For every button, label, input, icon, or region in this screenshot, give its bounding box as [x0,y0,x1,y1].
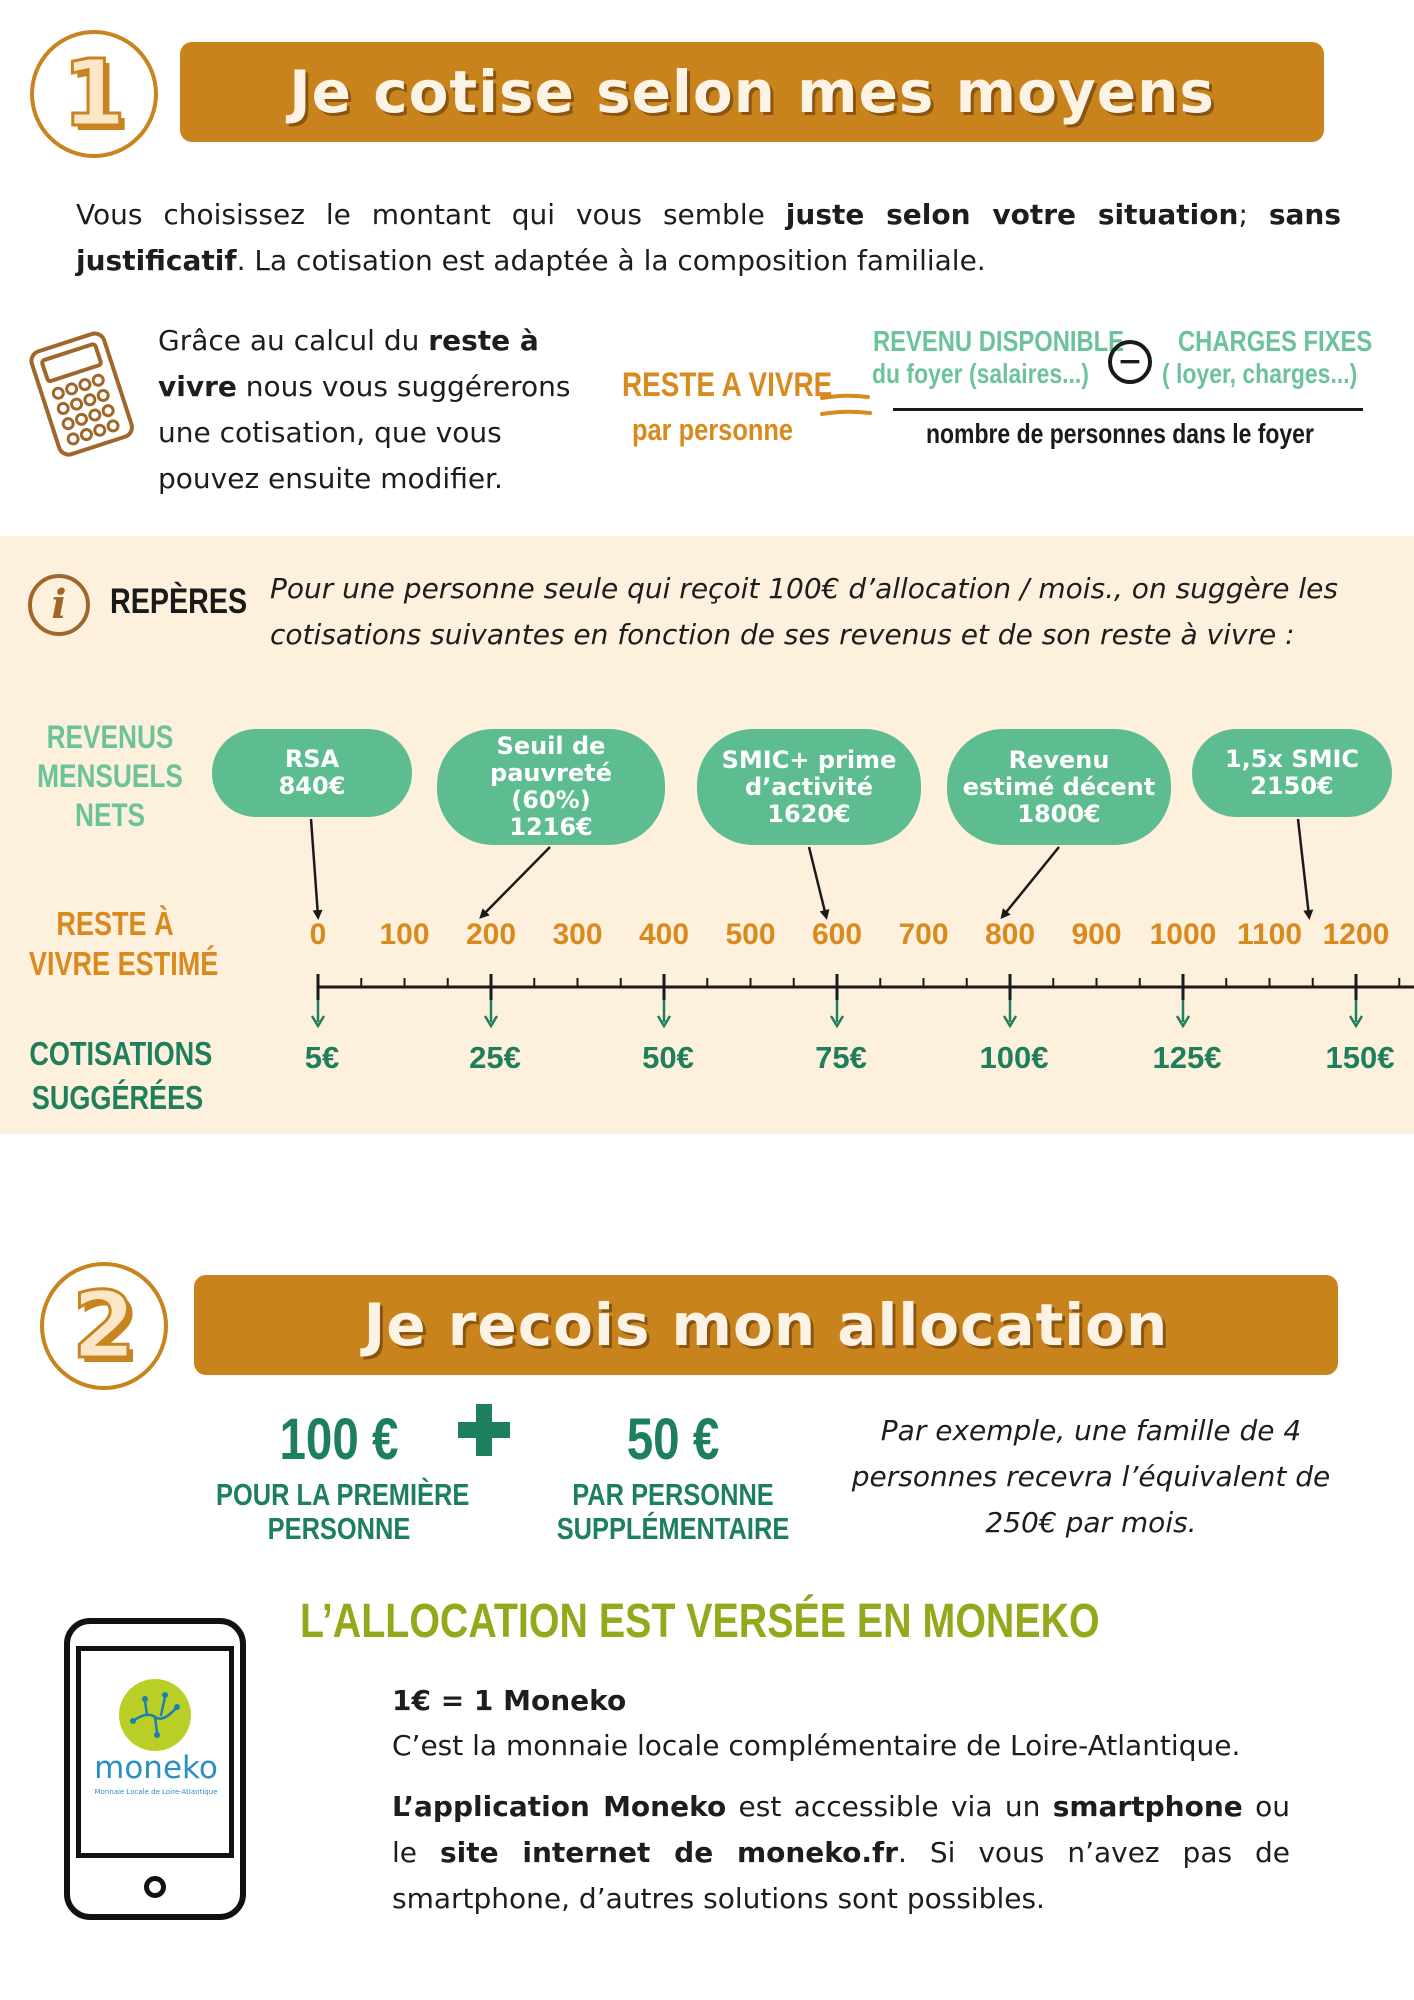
moneko-definition: C’est la monnaie locale complémentaire de Loire-Atlantique. [392,1729,1241,1762]
extra-person-caption [523,1478,823,1546]
section-title-banner-2 [194,1275,1338,1375]
row-label-revenus-line: NETS [75,797,145,833]
moneko-logo-subtitle: Monnaie Locale de Loire-Atlantique [94,1788,218,1796]
cotisation-arrow [485,1000,497,1026]
cotisation-arrow [1350,1000,1362,1026]
section-title-1: Je cotise selon mes moyens [289,58,1215,126]
cotisation-label: 125€ [1152,1040,1222,1075]
app-text: est accessible via un [726,1790,1053,1823]
reperes-text: Pour une personne seule qui reçoit 100€ d’allocation / mois., on suggère les cotisations suivantes en fonction de ses revenus et de son reste à vivre : [270,572,1338,651]
bubble-label: SMIC+ prime d’activité [721,745,897,801]
moneko-rate: 1€ = 1 Moneko [392,1684,627,1717]
formula-charges-title: CHARGES FIXES [1178,326,1373,358]
cotisation-arrow [831,1000,843,1026]
intro-text: Vous choisissez le montant qui vous semble [76,198,786,231]
reste-tick-label: 700 [898,918,949,951]
bubble-label: Seuil de pauvreté (60%) [490,732,612,814]
first-person-caption-line: PERSONNE [267,1511,411,1546]
cotisation-label: 75€ [815,1040,867,1075]
home-button-icon [144,1876,166,1898]
reste-tick-label: 400 [638,918,690,951]
formula-lhs-title: RESTE A VIVRE [622,366,833,404]
cotisation-arrow [1177,1000,1189,1026]
row-label-reste-line: VIVRE ESTIMÉ [28,945,219,982]
reste-tick-label: 200 [465,918,517,951]
extra-person-amount: 50 € [626,1407,720,1472]
reste-tick-label: 1200 [1322,918,1390,951]
cotisation-arrow [658,1000,670,1026]
bubble-amount: 840€ [278,772,346,800]
intro-text: . La cotisation est adaptée à la composition familiale. [236,244,986,277]
cotisation-label: 100€ [979,1040,1049,1075]
bubble-label: 1,5x SMIC [1224,745,1360,773]
row-label-reste-line: RESTE À [56,905,174,942]
bubble-label: RSA [284,745,340,773]
cotisation-label: 50€ [642,1040,694,1075]
cotisation-arrow [312,1000,324,1026]
bubble-amount: 1620€ [767,799,851,828]
formula-revenu-title: REVENU DISPONIBLE [873,326,1125,358]
info-letter: i [51,581,67,628]
row-label-cotisations-line: SUGGÉRÉES [31,1079,204,1116]
intro-bold-justificatif: sans justificatif [76,198,1341,277]
section-number-1: 1 [30,30,158,158]
moneko-logo-icon [117,1677,193,1753]
reste-tick-label: 900 [1071,918,1122,951]
app-text: . Si vous n’avez pas de smartphone, d’autres solutions sont possibles. [392,1836,1291,1915]
family-example: Par exemple, une famille de 4 personnes recevra l’équivalent de 250€ par mois. [851,1414,1331,1539]
reperes-label: REPÈRES [110,582,248,621]
first-person-caption-line: POUR LA PREMIÈRE [216,1477,470,1512]
cotisation-label: 25€ [469,1040,521,1075]
intro-bold-juste: juste selon votre situation [785,198,1239,231]
bubble-amount: 1800€ [1017,799,1101,828]
reste-tick-label: 300 [552,918,603,951]
bubble-amount: 2150€ [1250,772,1334,800]
extra-person-caption-line: PAR PERSONNE [572,1477,774,1512]
section-title-2: Je recois mon allocation [363,1291,1169,1359]
calc-text: nous vous suggérerons une cotisation, que vous pouvez ensuite modifier. [158,370,571,495]
formula-denominator: nombre de personnes dans le foyer [926,418,1314,449]
row-label-cotisations-line: COTISATIONS [29,1035,213,1072]
calc-text: Grâce au calcul du [158,324,429,357]
first-person-caption [189,1478,489,1546]
arrow-smic-prime [809,847,826,916]
moneko-app-paragraph [392,1784,1290,1922]
plus-icon [458,1404,510,1456]
cotisation-label: 5€ [304,1040,340,1075]
arrow-rsa [311,819,318,916]
cotisation-label: 150€ [1325,1040,1395,1075]
moneko-heading: L’ALLOCATION EST VERSÉE EN MONEKO [300,1595,1100,1648]
calc-bold-reste: reste à vivre [158,324,539,403]
reste-tick-label: 1000 [1149,918,1217,951]
app-bold-name: L’application Moneko [392,1790,727,1823]
row-label-revenus-line: MENSUELS [37,758,183,794]
section-number-2: 2 [40,1262,168,1390]
formula-lhs-subtitle: par personne [632,412,794,447]
bubble-label: Revenu estimé décent [962,745,1156,801]
intro-text: ; [1238,198,1269,231]
arrow-revenu-decent [1003,847,1059,916]
reste-axis [0,960,1414,1030]
bubble-amount: 1216€ [509,813,593,841]
app-text: ou le [392,1790,1290,1869]
app-bold-site: site internet de moneko.fr [439,1836,899,1869]
first-person-amount: 100 € [279,1407,399,1472]
reste-tick-label: 0 [309,918,327,951]
reste-tick-label: 100 [379,918,430,951]
reste-tick-label: 1100 [1236,918,1303,951]
reste-tick-label: 500 [725,918,776,951]
reste-tick-label: 800 [984,918,1036,951]
cotisation-arrow [1004,1000,1016,1026]
arrow-1-5-smic [1298,819,1309,916]
moneko-logo-word: moneko [94,1750,218,1786]
formula-charges-subtitle: ( loyer, charges...) [1162,358,1358,389]
row-label-revenus-line: REVENUS [46,719,174,755]
extra-person-caption-line: SUPPLÉMENTAIRE [556,1511,790,1546]
minus-sign: − [1117,344,1143,379]
formula-revenu-subtitle: du foyer (salaires...) [872,358,1089,389]
app-bold-smartphone: smartphone [1052,1790,1243,1823]
arrow-seuil [482,847,550,916]
reste-tick-label: 600 [811,918,863,951]
